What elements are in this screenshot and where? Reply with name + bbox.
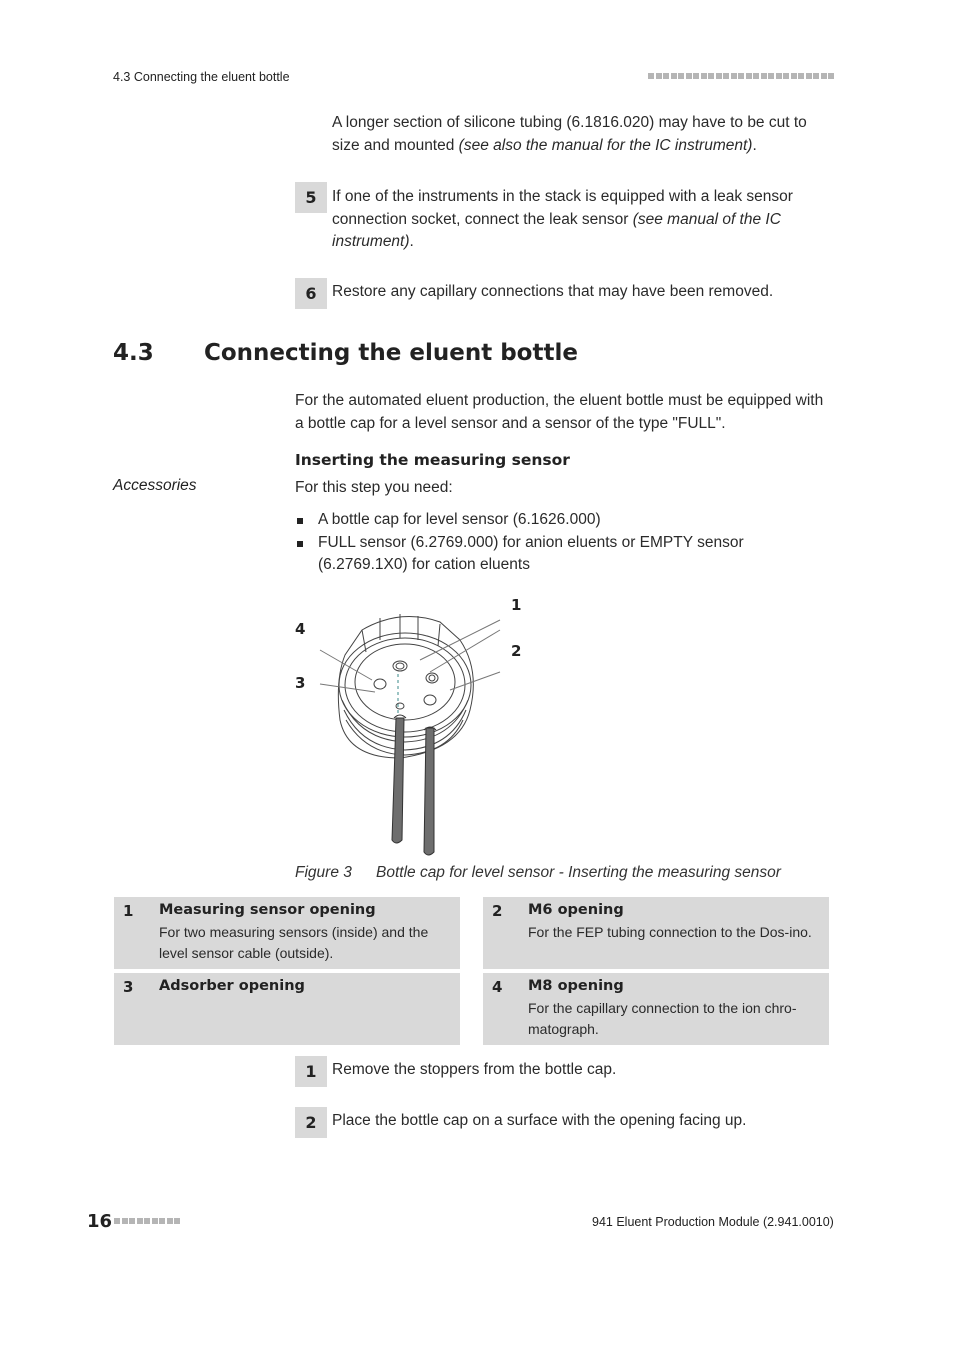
step-number: 1 (295, 1056, 327, 1087)
intro-end: . (752, 136, 757, 154)
header-decoration (648, 73, 834, 79)
list-item: A bottle cap for level sensor (6.1626.000) (295, 509, 815, 532)
legend-description: For the FEP tubing connection to the Dos-ino. (528, 924, 812, 940)
subsection-lead: For this step you need: (295, 479, 453, 496)
document-title: 941 Eluent Production Module (2.941.0010) (592, 1215, 834, 1229)
callout-2: 2 (511, 642, 522, 660)
intro-italic: (see also the manual for the IC instrument) (458, 136, 753, 154)
legend-number: 4 (492, 978, 503, 996)
intro-paragraph (332, 112, 827, 157)
section-title-text: Connecting the eluent bottle (204, 340, 578, 366)
running-header: 4.3 Connecting the eluent bottle (113, 70, 290, 84)
legend-item (483, 973, 829, 1045)
step-5-end: . (409, 233, 414, 250)
subsection-title: Inserting the measuring sensor (295, 451, 570, 469)
legend-item (114, 973, 460, 1045)
step-text (332, 186, 822, 254)
legend-title: M6 opening (528, 902, 624, 918)
section-number: 4.3 (113, 340, 154, 366)
step-number: 5 (295, 182, 327, 213)
legend-item (483, 897, 829, 969)
accessories-list (295, 509, 815, 577)
callout-4: 4 (295, 620, 306, 638)
footer-decoration (114, 1218, 180, 1224)
legend-number: 1 (123, 902, 134, 920)
legend-item (114, 897, 460, 969)
section-title (113, 340, 578, 366)
legend-number: 2 (492, 902, 503, 920)
callout-1: 1 (511, 596, 522, 614)
step-number: 6 (295, 278, 327, 309)
bottle-cap-illustration (300, 600, 520, 862)
step-number: 2 (295, 1107, 327, 1138)
legend-description: For two measuring sensors (inside) and the level sensor cable (outside). (159, 924, 429, 961)
accessories-label: Accessories (113, 477, 197, 494)
list-item: FULL sensor (6.2769.000) for anion eluents or EMPTY sensor (6.2769.1X0) for cation eluents (295, 532, 815, 577)
step-6-text: Restore any capillary connections that may have been removed. (332, 283, 774, 300)
legend-number: 3 (123, 978, 134, 996)
legend-title: Measuring sensor opening (159, 902, 376, 918)
callout-3: 3 (295, 674, 306, 692)
legend-description: For the capillary connection to the ion chro-matograph. (528, 1000, 797, 1037)
section-paragraph: For the automated eluent production, the eluent bottle must be equipped with a bottle cap for a level sensor and a sensor of the type "FULL". (295, 392, 824, 432)
page-number: 16 (87, 1211, 113, 1232)
figure-label: Figure 3 (295, 864, 352, 881)
step-text: Place the bottle cap on a surface with the opening facing up. (332, 1112, 747, 1129)
legend-title: M8 opening (528, 978, 624, 994)
legend-title: Adsorber opening (159, 978, 305, 994)
figure-caption-text: Bottle cap for level sensor - Inserting the measuring sensor (376, 864, 781, 881)
step-5-italic: (see manual of the IC instrument) (332, 210, 781, 250)
step-5-text: If one of the instruments in the stack is equipped with a leak sensor connection socket, connect the leak sensor (332, 188, 793, 228)
step-text: Remove the stoppers from the bottle cap. (332, 1061, 617, 1078)
figure-caption (295, 864, 781, 882)
intro-text: A longer section of silicone tubing (6.1816.020) may have to be cut to size and mounted (332, 114, 807, 154)
